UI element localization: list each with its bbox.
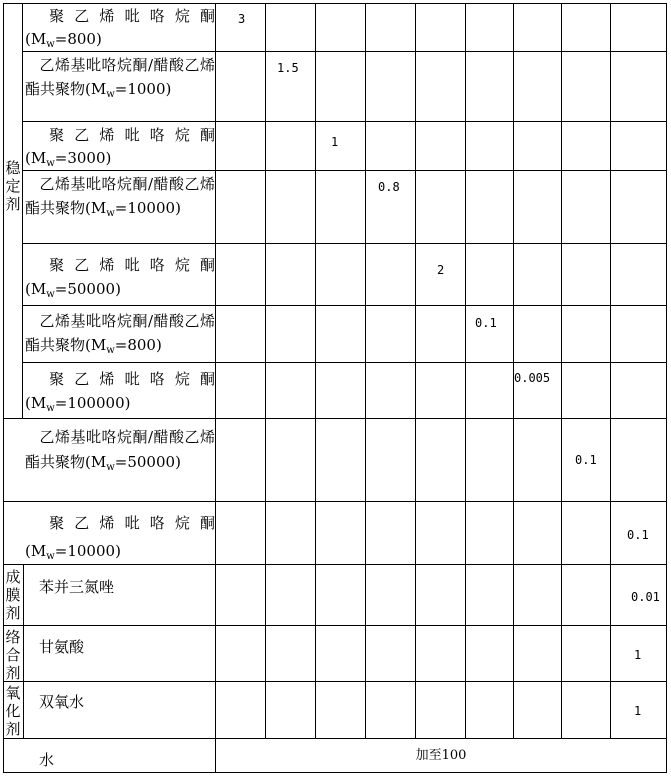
table-rule (365, 3, 366, 739)
component-name: 乙烯基吡咯烷酮/醋酸乙烯酯共聚物$(M_w=50000)$ (25, 428, 215, 473)
table-rule (22, 121, 667, 122)
table-rule (3, 418, 667, 419)
table-rule (315, 3, 316, 739)
amount-cell: 0.005 (514, 371, 551, 385)
water-amount: 加至100 (415, 748, 467, 763)
table-rule (3, 501, 667, 502)
component-name: 乙烯基吡咯烷酮/醋酸乙烯酯共聚物$(M_w=1000)$ (25, 56, 215, 100)
table-rule (215, 3, 216, 773)
component-name: 双氧水 (39, 693, 85, 711)
component-name: 聚乙烯吡咯烷酮$(M_w=100000)$ (25, 370, 215, 414)
amount-cell: 2 (437, 263, 445, 277)
table-rule (22, 170, 667, 171)
category-film-former: 成膜剂 (5, 568, 21, 622)
table-rule (22, 362, 667, 363)
amount-cell: 0.1 (627, 528, 649, 542)
table-rule (22, 3, 23, 418)
component-name: 聚乙烯吡咯烷酮$(M_w=50000)$ (25, 256, 215, 300)
water-label: 水 (39, 751, 55, 769)
amount-cell: 1 (634, 704, 642, 718)
category-oxidant: 氧化剂 (5, 684, 21, 738)
table-rule (561, 3, 562, 739)
table-rule (265, 3, 266, 739)
component-name: 甘氨酸 (39, 638, 85, 656)
component-name: 乙烯基吡咯烷酮/醋酸乙烯酯共聚物$(M_w=800)$ (25, 312, 215, 356)
table-rule (666, 3, 667, 773)
amount-cell: 1 (331, 135, 339, 149)
component-name: 苯并三氮唑 (39, 578, 115, 596)
table-rule (3, 625, 667, 626)
table-rule (22, 305, 667, 306)
amount-cell: 0.1 (475, 316, 497, 330)
table-rule (22, 51, 667, 52)
table-rule (3, 772, 667, 773)
table-rule (415, 3, 416, 739)
amount-cell: 0.8 (378, 180, 400, 194)
component-name: 乙烯基吡咯烷酮/醋酸乙烯酯共聚物$(M_w=10000)$ (25, 175, 215, 219)
table-rule (3, 681, 667, 682)
table-rule (3, 3, 667, 4)
amount-cell: 1 (634, 648, 642, 662)
composition-table (3, 3, 667, 775)
amount-cell: 3 (238, 12, 246, 26)
component-name: 聚乙烯吡咯烷酮$(M_w=10000)$ (25, 514, 215, 562)
amount-cell: 1.5 (277, 61, 299, 75)
category-stabilizer: 稳定剂 (5, 159, 21, 213)
component-name: 聚乙烯吡咯烷酮$(M_w=3000)$ (25, 126, 215, 169)
amount-cell: 0.1 (575, 453, 597, 467)
table-rule (23, 564, 24, 739)
table-rule (465, 3, 466, 739)
table-rule (22, 243, 667, 244)
amount-cell: 0.01 (631, 590, 660, 604)
component-name: 聚乙烯吡咯烷酮$(M_w=800)$ (25, 7, 215, 50)
table-rule (610, 3, 611, 739)
category-complexing-agent: 络合剂 (5, 628, 21, 682)
table-rule (3, 738, 667, 739)
